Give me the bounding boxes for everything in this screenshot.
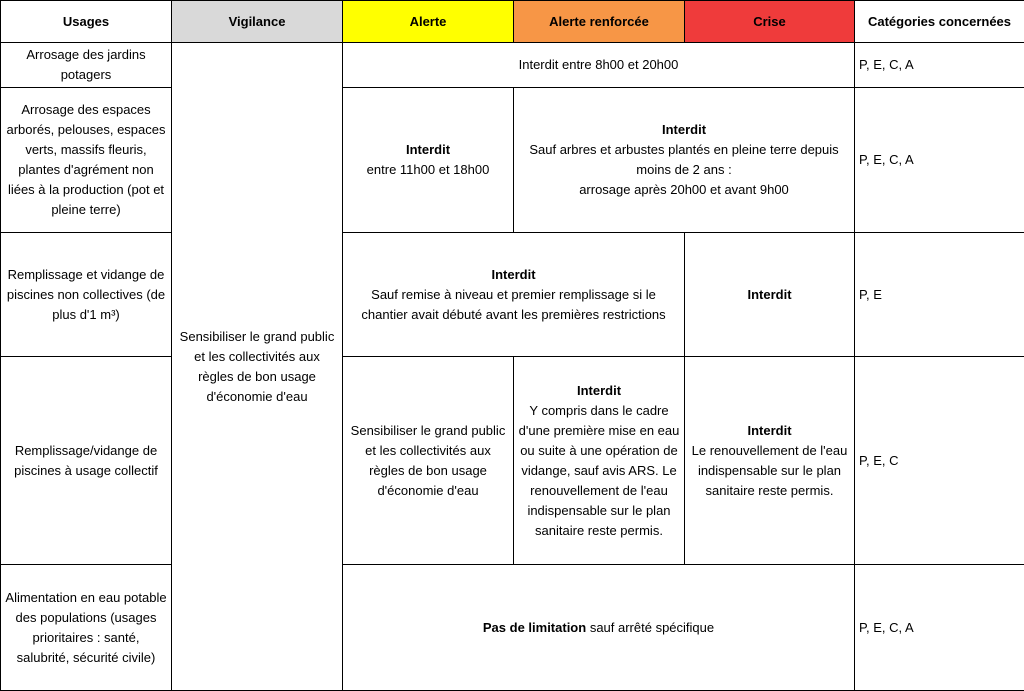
- restriction-cell: Interdit entre 8h00 et 20h00: [343, 43, 855, 88]
- vigilance-cell: Sensibiliser le grand public et les collectivités aux règles de bon usage d'économie d'eau: [172, 43, 343, 691]
- categories-cell: P, E, C: [855, 357, 1024, 565]
- usage-cell: Alimentation en eau potable des populations (usages prioritaires : santé, salubrité, sécurité civile): [1, 565, 172, 691]
- table-row: [1, 357, 1024, 565]
- header-usages: Usages: [1, 1, 172, 43]
- header-row: [1, 1, 1024, 43]
- header-categories: Catégories concernées: [855, 1, 1024, 43]
- header-vigilance: Vigilance: [172, 1, 343, 43]
- table-row: [1, 233, 1024, 357]
- restriction-text: sauf arrêté spécifique: [586, 620, 714, 635]
- restriction-cell: [343, 565, 855, 691]
- restriction-text: Sauf remise à niveau et premier remplissage si le chantier avait débuté avant les premières restrictions: [347, 285, 680, 325]
- restriction-title: Pas de limitation: [483, 620, 586, 635]
- restriction-text: arrosage après 20h00 et avant 9h00: [518, 180, 850, 200]
- restriction-cell: Sensibiliser le grand public et les collectivités aux règles de bon usage d'économie d'eau: [343, 357, 514, 565]
- restriction-text: Sauf arbres et arbustes plantés en pleine terre depuis moins de 2 ans :: [518, 140, 850, 180]
- table-row: [1, 565, 1024, 691]
- usage-cell: Arrosage des espaces arborés, pelouses, espaces verts, massifs fleuris, plantes d'agrément non liées à la production (pot et pleine terre): [1, 88, 172, 233]
- restriction-title: Interdit: [518, 120, 850, 140]
- table-row: [1, 43, 1024, 88]
- restriction-cell: [514, 357, 685, 565]
- restriction-cell: [685, 357, 855, 565]
- usage-cell: Remplissage et vidange de piscines non collectives (de plus d'1 m³): [1, 233, 172, 357]
- categories-cell: P, E, C, A: [855, 43, 1024, 88]
- restriction-cell: Interdit: [685, 233, 855, 357]
- restriction-cell: [514, 88, 855, 233]
- restriction-text: Y compris dans le cadre d'une première mise en eau ou suite à une opération de vidange, sauf avis ARS. Le renouvellement de l'eau indispensable sur le plan sanitaire reste permis.: [518, 401, 680, 541]
- restriction-text: entre 11h00 et 18h00: [347, 160, 509, 180]
- table-row: [1, 88, 1024, 233]
- header-alerte: Alerte: [343, 1, 514, 43]
- categories-cell: P, E: [855, 233, 1024, 357]
- restriction-title: Interdit: [347, 265, 680, 285]
- categories-cell: P, E, C, A: [855, 88, 1024, 233]
- restriction-cell: [343, 233, 685, 357]
- restriction-cell: [343, 88, 514, 233]
- categories-cell: P, E, C, A: [855, 565, 1024, 691]
- usage-cell: Remplissage/vidange de piscines à usage collectif: [1, 357, 172, 565]
- usage-cell: Arrosage des jardins potagers: [1, 43, 172, 88]
- header-alerte-renforcee: Alerte renforcée: [514, 1, 685, 43]
- restriction-title: Interdit: [518, 381, 680, 401]
- header-crise: Crise: [685, 1, 855, 43]
- restriction-title: Interdit: [347, 140, 509, 160]
- restriction-title: Interdit: [689, 421, 850, 441]
- restriction-text: Le renouvellement de l'eau indispensable sur le plan sanitaire reste permis.: [689, 441, 850, 501]
